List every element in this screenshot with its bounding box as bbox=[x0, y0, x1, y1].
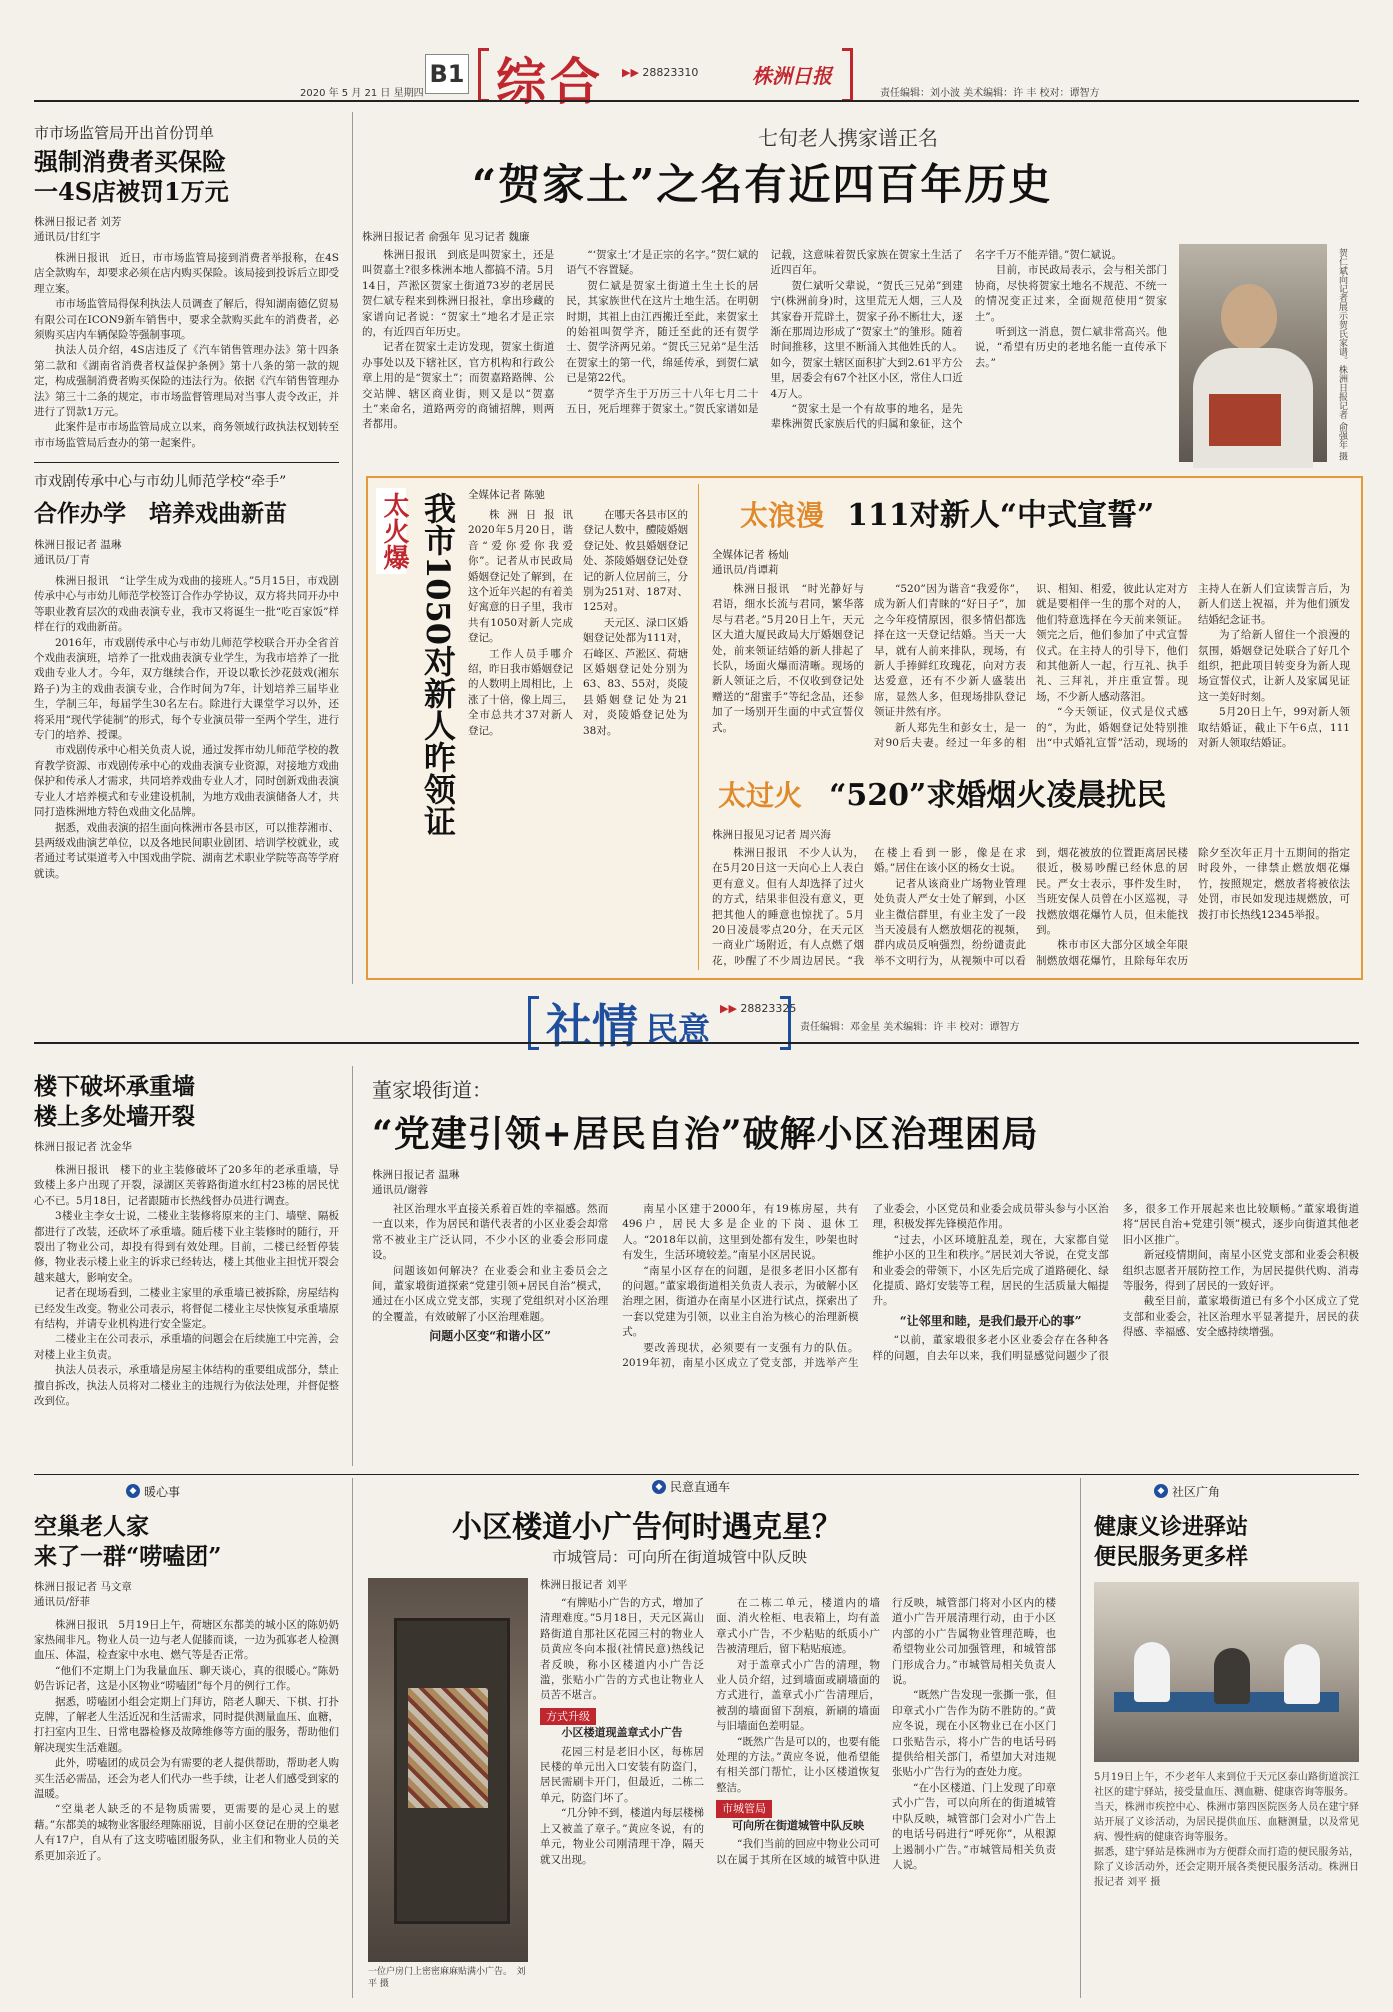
bottom-tag: 太过火 bbox=[718, 779, 803, 812]
divider bbox=[34, 462, 339, 463]
paragraph: “几分钟不到，楼道内每层楼梯上又被盖了章子。”黄应冬说，有的单元，物业公司刚清理干净，隔天就又出现。 bbox=[540, 1807, 704, 1866]
paragraph: “南星小区存在的问题，是很多老旧小区都有的问题。”董家塅街道相关负责人表示，为破解小区治理之困，街道办在南星小区进行试点，探索出了一套以党建为引领，以业主自治为核心的治理新模式。 bbox=[622, 1264, 859, 1339]
paragraph: “在小区楼道、门上发现了印章式小广告，可以向所在的街道城管中队反映，城管部门会对小广告上的电话号码进行“呼死你”，从根源上遏制小广告。”市城管局相关负责人说。 bbox=[892, 1781, 1056, 1871]
column-rule bbox=[352, 1066, 353, 1466]
paragraph: 记者在现场看到，二楼业主家里的承重墙已被拆除，房屋结构已经发生改变。物业公司表示，将督促二楼业主尽快恢复承重墙原有结构，并请专业机构进行安全鉴定。 bbox=[34, 1287, 339, 1331]
paragraph: 执法人员介绍，4S店违反了《汽车销售管理办法》第十四条第二款和《湖南省消费者权益保护条例》第十八条的第一款的规定，构成强制消费者购买保险的违法行为。依据《汽车销售管理办法》第三十二条的规定，市市场监督管理局对当事人责令改正，并进行了罚款1万元。 bbox=[34, 344, 339, 419]
paragraph: 株洲日报讯 楼下的业主装修破坏了20多年的老承重墙，导致楼上多户出现了开裂，渌湖区芙蓉路街道水红村23栋的居民忧心不已。5月18日，记者跟随市长热线督办员进行调查。 bbox=[34, 1164, 339, 1207]
issue-date: 2020 年 5 月 21 日 星期四 bbox=[300, 88, 424, 99]
tag-label: 社区广角 bbox=[1172, 1484, 1221, 1499]
column-rule bbox=[352, 112, 353, 984]
paragraph: 社区治理水平直接关系着百姓的幸福感。然而一直以来，作为居民和谐代表者的小区业委会却常常不被业主广泛认同，不少小区的业委会形同虚设。 bbox=[372, 1203, 609, 1262]
photo-caption: 5月19日上午，不少老年人来到位于天元区泰山路街道滨江社区的建宁驿站，接受量血压、测血糖、健康咨询等服务。 当天，株洲市疾控中心、株洲市第四医院医务人员在建宁驿站开展了义诊活动，为居民提供血压、血糖测量，以及常见病、慢性病的健康咨询等服务。 据悉，建宁驿站是株洲市为方便群众而打造的便民服务站，除了义诊活动外，还会定期开展各类便民服务活动。株洲日报记者 刘平 摄 bbox=[1094, 1771, 1359, 1888]
side-body bbox=[468, 508, 688, 968]
section2-masthead bbox=[0, 990, 1393, 1060]
paragraph: 在哪天各县市区的登记人数中，醴陵婚姻登记处、攸县婚姻登记处、茶陵婚姻登记处登记的新人位居前三，分别为251对、187对、125对。 bbox=[583, 509, 688, 614]
paragraph: 听到这一消息，贺仁斌非常高兴。他说，“希望有历史的老地名能一直传承下去。” bbox=[974, 326, 1167, 369]
tag-icon: ◆ bbox=[1154, 1484, 1168, 1498]
section2-title-b: 民意 bbox=[646, 1010, 711, 1048]
paragraph: 贺仁斌是贺家土街道土生土长的居民，其家族世代在这片土地生活。在明朝时期，其祖上由江西搬迁至此，来贺家土的始祖叫贺学齐，随迁至此的还有贺学士、贺学济两兄弟。“贺氏三兄弟”是生活在贺家土的第一代，绵延传承，到贺仁斌已是第22代。 bbox=[566, 279, 759, 385]
story-byline: 株洲日报记者 刘芳 bbox=[34, 216, 122, 228]
story-byline-2: 通讯员/舒菲 bbox=[34, 1595, 91, 1608]
paragraph: 据悉，唠嗑团小组会定期上门拜访，陪老人聊天、下棋、打扑克牌，了解老人生活近况和生活需求，同时提供测量血压、血糖，打扫室内卫生、日常电器检修及故障维修等方面的服务，帮助他们解决现实生活难题。 bbox=[34, 1695, 339, 1754]
masthead bbox=[0, 0, 1393, 112]
photo-door-ads bbox=[368, 1578, 528, 1962]
paragraph: 二楼业主在公司表示，承重墙的问题会在后续施工中完善，会对楼上业主负责。 bbox=[34, 1333, 339, 1361]
story-body bbox=[34, 1163, 339, 1461]
paragraph: 新冠疫情期间，南星小区党支部和业委会积极组织志愿者开展防控工作，为居民提供代购、消毒等服务，得到了居民的一致好评。 bbox=[1122, 1249, 1359, 1293]
story-body bbox=[34, 1618, 339, 1988]
paragraph: 执法人员表示，承重墙是房屋主体结构的重要组成部分，禁止擅自拆改，执法人员将对二楼业主的违规行为依法处理，并督促整改到位。 bbox=[34, 1364, 339, 1408]
bracket-right bbox=[842, 48, 853, 102]
bottom-story-title bbox=[718, 770, 1166, 814]
arrows-icon: ▶▶ bbox=[622, 66, 639, 79]
paragraph: 株市市区大部分区域全年限制燃放烟花爆竹，且除每年农历除夕至次年正月十五期间的指定时段外，一律禁止燃放烟花爆竹，按照规定，燃放者将被依法处罚，市民如发现违规燃放，可拨打市长热线12345举报。 bbox=[1036, 847, 1350, 967]
story-wall bbox=[34, 1072, 339, 1472]
story-byline-2: 通讯员/甘红宇 bbox=[34, 231, 101, 243]
story-byline: 株洲日报记者 马文章 bbox=[34, 1580, 132, 1593]
subhead-text: 可向所在街道城管中队反映 bbox=[732, 1818, 864, 1832]
top-headline: 111对新人“中式宣誓” bbox=[847, 498, 1155, 533]
section-phone: 28823310 bbox=[642, 66, 699, 79]
section-title: 综合 bbox=[496, 52, 604, 111]
section2-rule bbox=[34, 1042, 1359, 1044]
story-title-line2: 便民服务更多样 bbox=[1094, 1543, 1249, 1570]
story-title: 合作办学 培养戏曲新苗 bbox=[34, 500, 287, 527]
paragraph: 2016年，市戏剧传承中心与市幼儿师范学校联合开办全省首个戏曲表演班，培养了一批戏曲表演专业学生，为我市培养了一批戏曲专业人才。今年，双方继续合作，开设以歌长沙花鼓戏(湘东路子)为主的戏曲表演专业，合作时间为7年，计划培养三届毕业生，学制三年，每届学生30名左右。除进行大课堂学习以外，还将采用“现代学徒制”的形式，每个专业演员带一至两个学生，进行专门的培养、授课。 bbox=[34, 636, 339, 742]
photo-person bbox=[1284, 1644, 1320, 1704]
story-title-line2: 一4S店被罚1万元 bbox=[34, 177, 229, 206]
side-tag bbox=[376, 488, 409, 574]
paragraph: “空巢老人缺乏的不是物质需要，更需要的是心灵上的慰藉。”东都美的城物业客服经理陈丽说，目前小区登记在册的空巢老人有17户，自从有了这支唠嗑团服务队，业主们和物业人员的关系更加亲近了。 bbox=[34, 1803, 339, 1862]
paragraph: 在二栋二单元，楼道内的墙面、消火栓柜、电表箱上，均有盖章式小广告，不少粘贴的纸质小广告被清理后，留下粘贴痕迹。 bbox=[716, 1597, 880, 1656]
story-byline: 株洲日报记者 刘平 bbox=[540, 1579, 628, 1591]
feature-520-box bbox=[366, 476, 1363, 980]
page-number-label: B1 bbox=[429, 60, 465, 88]
paragraph: 花园三村是老旧小区，每栋居民楼的单元出入口安装有防盗门，居民需刷卡开门，但最近，二栋二单元，防盗门坏了。 bbox=[540, 1745, 704, 1804]
phone-badge bbox=[622, 66, 698, 79]
newspaper-logo: 株洲日报 bbox=[752, 64, 832, 88]
tag-label: 民意直通车 bbox=[670, 1480, 731, 1494]
paragraph: “‘贺家土’才是正宗的名字。”贺仁斌的语气不容置疑。 bbox=[566, 249, 759, 277]
story-byline-2: 通讯员/丁青 bbox=[34, 554, 91, 566]
arrows-icon: ▶▶ bbox=[720, 1002, 737, 1015]
story-title-line2: 来了一群“唠嗑团” bbox=[34, 1542, 222, 1570]
story-body bbox=[34, 251, 339, 449]
story-byline: 株洲日报记者 温琳 bbox=[34, 539, 122, 551]
section-tag bbox=[652, 1478, 730, 1495]
paragraph: 3楼业主李女士说，二楼业主装修将原来的主门、墙壁、隔板都进行了改装，还砍坏了承重墙。随后楼下业主装修时的随行，开裂出了物业公司，却投有得到有效处理。目前，二楼已经暂停装修，物业表示楼上业主的诉求已经转达，楼上其他业主担忧开裂会越来越大，影响安全。 bbox=[34, 1210, 339, 1284]
story-elderly bbox=[34, 1478, 339, 1998]
column-rule bbox=[698, 484, 699, 970]
photo-caption: 一位户房门上密密麻麻贴满小广告。 刘平 摄 bbox=[368, 1967, 526, 1989]
story-byline: 株洲日报记者 俞强年 见习记者 魏廉 bbox=[362, 231, 530, 243]
side-headline: 我市1050对新人昨领证 bbox=[419, 492, 457, 838]
photo-ads-patch bbox=[408, 1688, 488, 1808]
bracket-left bbox=[478, 48, 489, 102]
paragraph: 据悉，戏曲表演的招生面向株洲市各县市区，可以推荐湘市、县两级戏曲演艺单位，以及各地民间职业剧团、培训学校就业，或者通过考试渠道考入中国戏曲学院、湖南艺术职业学院等高等学府就读。 bbox=[34, 821, 339, 880]
tag-label: 暖心事 bbox=[144, 1484, 181, 1499]
section-tag bbox=[1154, 1483, 1220, 1500]
story-market bbox=[34, 122, 339, 452]
section2-editors: 责任编辑：邓金星 美术编辑：许 丰 校对：谭智方 bbox=[800, 1022, 1020, 1033]
bottom-byline: 株洲日报见习记者 周兴海 bbox=[712, 829, 831, 841]
top-body bbox=[712, 582, 1350, 758]
subhead-tag: 市城管局 bbox=[716, 1800, 772, 1817]
paragraph: 记者从该商业广场物业管理处负责人严女士处了解到，小区业主微信群里，有业主发了一段当天凌晨有人燃放烟花的视频，群内成员反响强烈，纷纷谴责此举不文明行为，从视频中可以看到，烟花被放的位置距离居民楼很近，极易吵醒已经休息的居民。严女士表示，事件发生时，当班安保人员曾在小区巡视，寻找燃放烟花爆竹人员，但未能找到。 bbox=[874, 847, 1188, 967]
section2-title-a: 社情 bbox=[546, 999, 638, 1053]
paragraph: “他们不定期上门为我量血压、聊天谈心，真的很暖心。”陈奶奶告诉记者，这是小区物业“唠嗑团”每个月的例行工作。 bbox=[34, 1664, 339, 1693]
bottom-headline: “520”求婚烟火凌晨扰民 bbox=[829, 778, 1167, 813]
story-title: 小区楼道小广告何时遇克星？ bbox=[452, 1510, 842, 1545]
paragraph: 南星小区建于2000年，有19栋房屋，共有496户，居民大多是企业的下岗、退休工人。“2018年以前，这里到处都有发生，吵架也时有发生，生活环境较差。”南星小区居民说。 bbox=[622, 1203, 859, 1262]
subhead-text: 小区楼道现盖章式小广告 bbox=[561, 1726, 683, 1740]
story-subtitle: 市城管局：可向所在街道城管中队反映 bbox=[552, 1548, 808, 1566]
top-byline-2: 通讯员/肖谭莉 bbox=[712, 564, 779, 576]
subhead: “让邻里和睦，是我们最开心的事” bbox=[899, 1313, 1082, 1328]
paragraph: 市市场监管局得保利执法人员调查了解后，得知湖南德亿贸易有限公司在ICON9新车销售中，要求全款购买此车的消费者，必须购买店内车辆保险等强制事项。 bbox=[34, 298, 339, 342]
story-title: “党建引领+居民自治”破解小区治理困局 bbox=[372, 1113, 1039, 1155]
subhead bbox=[540, 1708, 704, 1741]
top-byline: 全媒体记者 杨灿 bbox=[712, 549, 789, 561]
paragraph: “贺家土是一个有故事的地名，是先辈株洲贺氏家族后代的归属和象征，这个名字千万不能弄错。”贺仁斌说。 bbox=[770, 249, 1122, 431]
photo-figure-head bbox=[1221, 284, 1277, 350]
story-byline: 株洲日报记者 温琳 bbox=[372, 1169, 460, 1181]
paragraph: 株洲日报讯 2020年5月20日，谐音“爱你爱你我爱你”。记者从市民政局婚姻登记处了解到，在这个近年兴起的有着美好寓意的日子里，我市共有1050对新人完成登记。 bbox=[468, 509, 584, 645]
paragraph: “有牌贴小广告的方式，增加了清理难度。”5月18日，天元区嵩山路街道自那社区花园三村的物业人员黄应冬向本报(社情民意)热线记者反映，称小区楼道内小广告泛滥，张贴小广告的方式也让物业人员苦不堪言。 bbox=[540, 1597, 704, 1702]
story-title-line2: 楼上多处墙开裂 bbox=[34, 1103, 195, 1130]
top-tag: 太浪漫 bbox=[740, 499, 825, 532]
story-title-line1: 楼下破坏承重墙 bbox=[34, 1073, 195, 1100]
paragraph: 目前，市民政局表示，会与相关部门协商，尽快将贺家土地名不规范、不统一的情况变正过来，全面规范使用“贺家土”。 bbox=[974, 264, 1167, 323]
paragraph: 截至目前，董家塅街道已有多个小区成立了党支部和业委会，社区治理水平显著提升，居民的获得感、幸福感、安全感持续增强。 bbox=[1122, 1295, 1359, 1339]
paragraph: 记者在贺家土走访发现，贺家土街道办事处以及下辖社区，官方机构和行政公章上用的是“贺家土”；而贺嘉路路牌、公交站牌、辖区商业街，则又是以“贺嘉土”来命名，道路两旁的商铺招牌，则两者都用。 bbox=[362, 341, 555, 431]
story-byline: 株洲日报记者 沈金华 bbox=[34, 1141, 132, 1153]
paragraph: “今天领证，仪式是仪式感的”，为此，婚姻登记处特别推出“中式婚礼宣誓”活动，现场的主持人在新人们宣读誓言后，为新人们送上祝福，并为他们颁发结婚纪念证书。 bbox=[1036, 583, 1350, 750]
photo-elderly-man bbox=[1179, 244, 1327, 462]
photo-book bbox=[1209, 394, 1281, 446]
paragraph: “过去，小区环境脏乱差，现在，大家都自觉维护小区的卫生和秩序。”居民刘大爷说，在党支部和业委会的带领下，小区先后完成了道路硬化、绿化提质、路灯安装等工程，居民的生活质量大幅提升。 bbox=[872, 1233, 1109, 1308]
paragraph: “既然广告是可以的，也要有能处理的方法。”黄应冬说，他希望能有相关部门帮忙，让小区楼道恢复整洁。 bbox=[716, 1735, 880, 1794]
photo-person bbox=[1214, 1648, 1250, 1704]
photo-clinic bbox=[1094, 1582, 1359, 1762]
top-story-title bbox=[740, 490, 1154, 534]
paragraph: 株洲日报讯 到底是叫贺家土，还是叫贺嘉土?很多株洲本地人都搞不清。5月14日，芦淞区贺家土街道73岁的老居民贺仁斌专程来到株洲日报社，拿出珍藏的家谱向记者说：“贺家土”地名才是正宗的，有近四百年历史。 bbox=[362, 249, 555, 339]
story-body bbox=[34, 574, 339, 948]
section-tag bbox=[126, 1483, 180, 1500]
subhead: 问题小区变“和谐小区” bbox=[429, 1329, 552, 1344]
story-title: “贺家土”之名有近四百年历史 bbox=[472, 160, 1053, 209]
paragraph: 为了给新人留住一个浪漫的氛围，婚姻登记处联合了好几个组织，把此项目转变身为新人现场宣誓仪式，让新人及家属见证这一美好时刻。 bbox=[1198, 629, 1350, 703]
story-kicker: 市市场监管局开出首份罚单 bbox=[34, 124, 215, 142]
page-number bbox=[425, 54, 469, 94]
paragraph: 株洲日报讯 “让学生成为戏曲的接班人。”5月15日，市戏剧传承中心与市幼儿师范学校签订合作办学协议，双方将共同开办中等职业教育层次的戏曲表演专业，我市又将诞生一批“吃百家饭”样样在行的戏曲新苗。 bbox=[34, 575, 339, 634]
bottom-body bbox=[712, 846, 1350, 970]
paragraph: “贺学齐生于万历三十八年七月二十五日，死后埋葬于贺家土。”贺氏家谱如是记载，这意味着贺氏家族在贺家土生活了近四百年。 bbox=[566, 249, 963, 416]
story-kicker: 市戏剧传承中心与市幼儿师范学校“牵手” bbox=[34, 474, 287, 490]
section2-phone: 28823325 bbox=[740, 1002, 797, 1015]
paragraph: “520”因为谐音“我爱你”，成为新人们青睐的“好日子”，加之今年疫情原因，很多情侣都选择在这一天登记结婚。当天一大早，就有人前来排队，现场，有新人手捧鲜红玫瑰花，向对方表达爱意，还有不少新人盛装出席，显然人多，但现场排队登记领证井然有序。 bbox=[874, 583, 1026, 719]
page-editors: 责任编辑：刘小波 美术编辑：许 丰 校对：谭智方 bbox=[880, 88, 1100, 99]
story-clinic bbox=[1094, 1478, 1359, 1998]
paragraph: 市戏剧传承中心相关负责人说，通过发挥市幼儿师范学校的教育教学资源、市戏剧传承中心的戏曲表演专业资源，对接地方戏曲保护和传承人才需求，共同培养戏曲专业人才，同时创新戏曲表演专业人才培养模式和专业建设机制，为地方戏曲表演储备人才，共同打造株洲地方特色戏曲文化品牌。 bbox=[34, 744, 339, 819]
story-byline-2: 通讯员/谢蓉 bbox=[372, 1184, 429, 1196]
paragraph: 问题该如何解决？在业委会和业主委员会之间，董家塅街道探索“党建引领+居民自治”模式，通过在小区成立党支部，实现了党组织对小区治理的全覆盖，有效破解了小区治理难题。 bbox=[372, 1264, 609, 1323]
paragraph: 此案件是市市场监管局成立以来，商务领域行政执法权划转至市市场监管局后查办的第一起案件。 bbox=[34, 421, 339, 449]
paragraph: 株洲日报讯 “时光静好与君语，细水长流与君同，繁华落尽与君老。”5月20日上午，天元区大道大厦民政局大厅婚姻登记处，前来领证结婚的新人排起了长队，场面火爆而清晰。现场的新人领证之后，不仅收到登记处赠送的“甜蜜手”等纪念品，还参加了一场别开生面的中式宣誓仪式。 bbox=[712, 583, 864, 734]
paragraph: 株洲日报讯 5月19日上午，荷塘区东都美的城小区的陈奶奶家热闹非凡。物业人员一边与老人促膝而谈，一边为孤寡老人检测血压、体温，检查家中水电、燃气等是否正常。 bbox=[34, 1618, 339, 1662]
tag-icon: ◆ bbox=[126, 1484, 140, 1498]
side-byline: 全媒体记者 陈驰 bbox=[468, 489, 545, 501]
column-rule bbox=[1080, 1478, 1081, 1998]
column-rule bbox=[352, 1478, 353, 1998]
subhead-tag: 方式升级 bbox=[540, 1708, 596, 1725]
paragraph: “既然广告发现一张撕一张，但印章式小广告作为防不胜防的。”黄应冬说，现在小区物业已在小区门口张贴告示，将小广告的电话号码提供给相关部门，希望加大对违规张贴小广告行为的查处力度。 bbox=[892, 1689, 1056, 1779]
side-tag-label: 太火爆 bbox=[379, 492, 409, 570]
story-title-line1: 空巢老人家 bbox=[34, 1512, 149, 1540]
story-dangjian bbox=[362, 1072, 1359, 1467]
story-opera bbox=[34, 472, 339, 984]
divider bbox=[34, 1474, 1359, 1475]
paragraph: “以前，董家塅很多老小区业委会存在各种各样的问题，自去年以来，我们明显感觉问题少了很多，很多工作开展起来也比较顺畅。”董家塅街道将“居民自治+党建引领”模式，逐步向街道其他老旧小区推广。 bbox=[872, 1203, 1359, 1362]
photo-person bbox=[1134, 1642, 1170, 1702]
paragraph: 5月20日上午，99对新人领取结婚证，截止下午6点，111对新人领取结婚证。 bbox=[1198, 706, 1350, 750]
masthead-rule bbox=[34, 100, 1359, 102]
paragraph: 对于盖章式小广告的清理，物业人员介绍，过到墙面或刷墙面的方式进行，盖章式小广告清理后，被刮的墙面留下刮痕，新刷的墙面与旧墙面色差明显。 bbox=[716, 1658, 880, 1733]
paragraph: 贺仁斌听父辈说，“贺氏三兄弟”到建宁(株洲前身)时，这里荒无人烟，三人及其家眷开荒辟土，贺家子孙不断壮大，逐渐在那周边形成了“贺家土”的雏形。随着时间推移，这里不断涌入其他姓氏的人。如今，贺家土辖区面积扩大到2.61平方公里，居委会有67个社区小区，常住人口近4万人。 bbox=[770, 279, 963, 400]
subhead bbox=[716, 1800, 880, 1833]
story-body bbox=[362, 248, 1167, 463]
story-title-line1: 强制消费者买保险 bbox=[34, 147, 226, 176]
story-body bbox=[372, 1202, 1359, 1460]
paragraph: 株洲日报讯 不少人认为，在5月20日这一天向心上人表白更有意义。但有人却选择了过火的方式，结果非但没有意义，更把其他人的睡意也惊扰了。5月20日凌晨零点20分，在天元区一商业广场附近，有人点燃了烟花，吵醒了不少周边居民。“我在楼上看到一影，像是在求婚。”居住在该小区的杨女士说。 bbox=[712, 847, 1026, 967]
story-jiapu bbox=[362, 118, 1359, 468]
story-kicker: 董家塅街道： bbox=[372, 1078, 492, 1102]
story-kicker: 七旬老人携家谱正名 bbox=[758, 126, 938, 150]
photo-caption: 贺仁斌向记者展示贺氏家谱。株洲日报记者 俞强年 摄 bbox=[1337, 248, 1347, 461]
tag-icon: ◆ bbox=[652, 1480, 666, 1494]
story-ads bbox=[362, 1478, 1062, 1998]
story-title-line1: 健康义诊进驿站 bbox=[1094, 1513, 1249, 1540]
paragraph: 株洲日报讯 近日，市市场监管局接到消费者举报称，在4S店全款购车，却要求必须在店内购买保险。该局接到投诉后立即受理立案。 bbox=[34, 252, 339, 295]
paragraph: 新人郑先生和彭女士，是一对90后夫妻。经过一年多的相识、相知、相爱，彼此认定对方就是要相伴一生的那个对的人，他们特意选择在今天前来领证。领完之后，他们参加了中式宣誓仪式。在主持人的引导下，他们和其他新人一起，行互礼、执手礼、三拜礼，并庄重宣誓。现场，不少新人感动落泪。 bbox=[874, 583, 1188, 750]
paragraph: 工作人员手哪介绍，昨日我市婚姻登记的人数明上周相比，上涨了十倍，像上周三，全市总共才37对新人登记。 bbox=[468, 647, 573, 737]
paragraph: “我们当前的回应中物业公司可以在属于其所在区域的城管中队进行反映，城管部门将对小区内的楼道小广告开展清理行动，由于小区内部的小广告属物业管理范畴，也希望物业公司加强管理，和城管部门形成合力。”市城管局相关负责人说。 bbox=[716, 1597, 1056, 1866]
paragraph: 天元区、渌口区婚姻登记处都为111对，石峰区、芦淞区、荷塘区婚姻登记处分别为63、83、55对，炎陵县婚姻登记处为21对，炎陵婚登记处为38对。 bbox=[583, 616, 688, 737]
paragraph: 此外，唠嗑团的成员会为有需要的老人提供帮助，帮助老人购买生活必需品，还会为老人们代办一些手续，让老人们感受到家的温暖。 bbox=[34, 1757, 339, 1800]
paragraph: 要改善现状，必须要有一支强有力的队伍。2019年初，南星小区成立了党支部，并选举产生了业委会，小区党员和业委会成员带头参与小区治理，积极发挥先锋模范作用。 bbox=[622, 1203, 1109, 1370]
story-body bbox=[540, 1596, 1056, 1992]
